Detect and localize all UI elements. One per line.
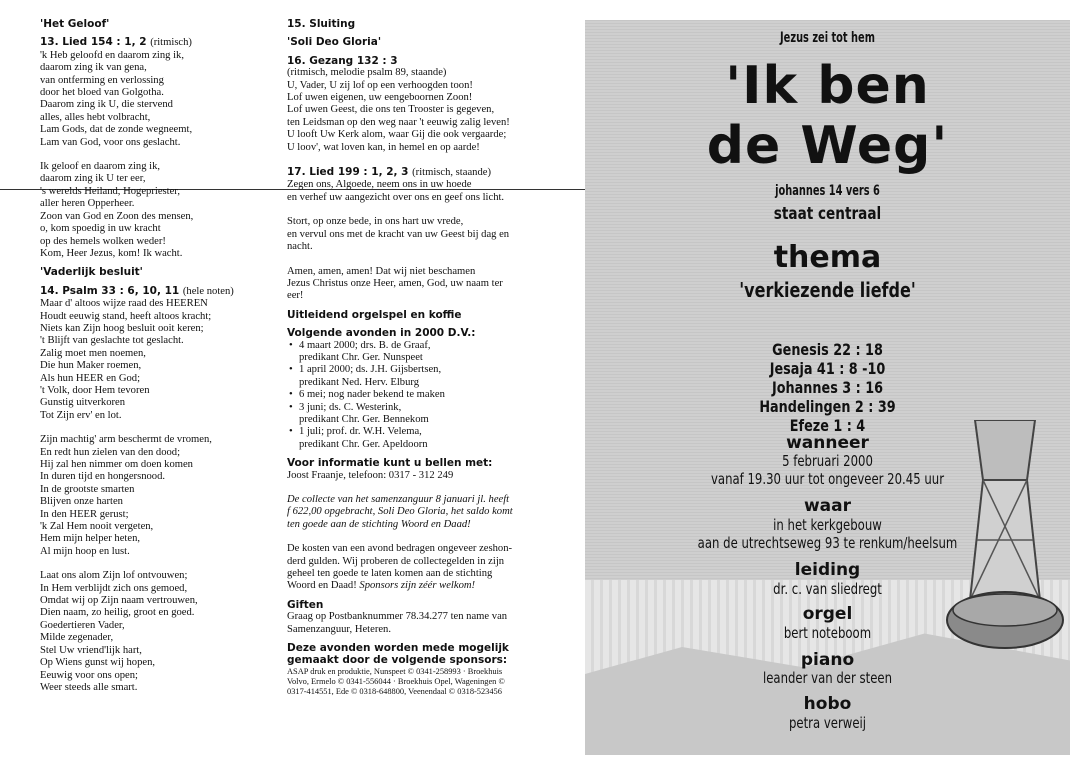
text-line: Goedertieren Vader, (40, 619, 125, 631)
text-line: Tot Zijn erv' en lot. (40, 409, 122, 421)
text-line: Lof uwen Geest, die ons ten Trooster is gegeven, (287, 104, 495, 116)
text-line: op des hemels wolken weder! (40, 235, 166, 247)
oboe-name: petra verweij (788, 714, 867, 732)
text-line: In duren tijd en hongersnood. (40, 471, 166, 483)
collecte-note (287, 494, 527, 531)
psalm33-verse1 (40, 298, 272, 422)
gifts-text (287, 611, 527, 636)
text-line: eer! (287, 290, 304, 302)
event-time: vanaf 19.30 uur tot ongeveer 20.45 uur (710, 470, 945, 488)
item-14-heading (40, 285, 272, 298)
text-line: In den HEER gerust; (40, 508, 129, 520)
text-line: Deze avonden worden mede mogelijk (287, 642, 509, 655)
item-17-title: 17. Lied 199 : 1, 2, 3 (287, 166, 409, 179)
lead-label: leiding (794, 560, 861, 580)
text-line: 't Volk, door Hem tevoren (40, 384, 150, 396)
text-line: Kom, Heer Jezus, kom! Ik wacht. (40, 247, 183, 259)
middle-column (287, 18, 527, 697)
item-17-note: (ritmisch, staande) (412, 167, 491, 179)
text-line: Ik geloof en daarom zing ik, (40, 161, 161, 173)
psalm33-verse2 (40, 434, 272, 558)
bible-text-reference: Jesaja 41 : 8 -10 (769, 359, 886, 378)
text-line: Dien naam, zo heilig, groot en goed. (40, 607, 195, 619)
text-line: nacht. (287, 241, 313, 253)
text-line: Lam van God, voor ons geslacht. (40, 136, 181, 148)
text-line: 't Blijft van geslachte tot geslacht. (40, 335, 184, 347)
evening-line: predikant Chr. Ger. Nunspeet (299, 351, 423, 363)
costs-text (287, 543, 527, 580)
title-line-2: de Weg' (706, 116, 949, 176)
text-line: Hij zal hen nimmer om doen komen (40, 459, 193, 470)
text-line: en vervul ons met de kracht van uw Geest bij dag en (287, 228, 510, 240)
item-13-heading (40, 36, 272, 49)
text-line: Niets kan Zijn hoog besluit ooit keren; (40, 322, 204, 334)
text-line: De collecte van het samenzanguur 8 januari jl. heeft (287, 494, 510, 505)
info-heading: Voor informatie kunt u bellen met: (287, 457, 493, 470)
item-16-heading: 16. Gezang 132 : 3 (287, 54, 398, 67)
cover-panel (585, 20, 1070, 755)
section-title-soli-deo-gloria: 'Soli Deo Gloria' (287, 36, 382, 49)
evening-line: predikant Ned. Herv. Elburg (299, 376, 420, 388)
info-line: Joost Fraanje, telefoon: 0317 - 312 249 (287, 469, 454, 481)
text-line: derd gulden. Wij proberen de collectegelden in zijn (287, 555, 505, 567)
evening-line: • 6 mei; nog nader bekend te maken (299, 389, 445, 401)
evening-line: • 1 juli; prof. dr. W.H. Velema, (299, 426, 422, 438)
text-line: Jezus Christus onze Heer, amen, God, uw naam ter (287, 277, 503, 289)
text-line: En redt hun zielen van den dood; (40, 446, 181, 458)
central-text: staat centraal (773, 204, 882, 224)
text-line: o, kom spoedig in uw kracht (40, 223, 161, 235)
text-line: U looft Uw Kerk alom, waar Gij die ook vergaarde; (287, 129, 507, 141)
next-evenings-list (287, 340, 527, 452)
text-line: Stel Uw vriend'lijk hart, (40, 644, 142, 656)
text-line: Zoon van God en Zoon des mensen, (40, 210, 194, 222)
text-line: ten Leidsman op den weg naar 't eeuwig zalig leven! (287, 116, 510, 128)
text-line: aller heren Opperheer. (40, 198, 135, 210)
text-line: Samenzanguur, Heteren. (287, 623, 391, 635)
evening-item (299, 364, 527, 389)
intro-text: Jezus zei tot hem (780, 30, 875, 46)
text-line: Omdat wij op Zijn naam vertrouwen, (40, 595, 198, 607)
piano-label: piano (800, 650, 855, 670)
organ-play-heading: Uitleidend orgelspel en koffie (287, 308, 462, 321)
costs-last-plain: Woord en Daad! (287, 580, 360, 592)
thema-title: 'verkiezende liefde' (739, 278, 916, 302)
text-line: Blijven onze harten (40, 496, 123, 508)
text-line: Zijn machtig' arm beschermt de vromen, (40, 434, 212, 446)
lied154-verse2 (40, 161, 272, 260)
text-line: geheel ten goede te laten komen aan de stichting (287, 568, 493, 580)
text-line: Lam Gods, dat de zonde wegneemt, (40, 124, 193, 136)
text-line: 'k Heb geloofd en daarom zing ik, (40, 49, 184, 61)
organ-name: bert noteboom (783, 624, 872, 642)
text-line: daarom zing ik U ter eer, (40, 173, 146, 185)
evening-item (299, 426, 527, 451)
text-line: Weer steeds alle smart. (40, 681, 138, 693)
evening-item (299, 340, 527, 365)
lied199-verse1 (287, 179, 527, 204)
item-13-title: 13. Lied 154 : 1, 2 (40, 36, 147, 49)
text-line: alles, alles hebt volbracht, (40, 111, 151, 123)
thema-label: thema (773, 240, 882, 275)
text-line: Al mijn hoop en lust. (40, 545, 130, 557)
evening-line: • 4 maart 2000; drs. B. de Graaf, (299, 339, 431, 351)
where-label: waar (803, 496, 852, 516)
sponsors-heading (287, 642, 527, 667)
bible-text-reference: Johannes 3 : 16 (771, 378, 884, 397)
text-line: Die hun Maker roemen, (40, 360, 142, 372)
text-line: f 622,00 opgebracht, Soli Deo Gloria, het saldo komt (287, 506, 513, 518)
text-line: Houdt eeuwig stand, heeft altoos kracht; (40, 310, 212, 322)
evening-line: predikant Chr. Ger. Bennekom (299, 413, 429, 425)
evening-item (299, 389, 527, 401)
text-line: In Hem verblijdt zich ons gemoed, (40, 582, 188, 594)
organ-label: orgel (802, 604, 853, 624)
text-line: De kosten van een avond bedragen ongeveer zeshon- (287, 543, 513, 555)
evening-line: • 1 april 2000; ds. J.H. Gijsbertsen, (299, 364, 442, 376)
text-line: Als hun HEER en God; (40, 372, 141, 384)
text-line: Laat ons alom Zijn lof ontvouwen; (40, 570, 188, 582)
item-15-heading: 15. Sluiting (287, 18, 356, 30)
bible-text-reference: Genesis 22 : 18 (772, 340, 883, 359)
gifts-heading: Giften (287, 598, 324, 611)
text-line: door het bloed van Golgotha. (40, 87, 164, 99)
costs-last-line (287, 580, 527, 592)
next-evenings-heading: Volgende avonden in 2000 D.V.: (287, 327, 476, 340)
text-line: 'k Zal Hem nooit vergeten, (40, 521, 154, 533)
text-line: Stort, op onze bede, in ons hart uw vrede, (287, 216, 464, 228)
text-line: van ontferming en verlossing (40, 74, 164, 86)
text-line: ten goede aan de stichting Woord en Daad! (287, 518, 471, 530)
piano-name: leander van der steen (762, 669, 893, 687)
title-line-1: 'Ik ben (725, 56, 930, 116)
text-line: Gunstig uitverkoren (40, 397, 126, 409)
text-line: Op Wiens gunst wij hopen, (40, 657, 156, 669)
bible-text-reference: Efeze 1 : 4 (789, 416, 866, 435)
text-line: Eeuwig voor ons open; (40, 669, 138, 681)
text-line: 's werelds Heiland, Hogepriester, (40, 185, 181, 197)
lead-name: dr. c. van sliedregt (773, 580, 882, 598)
lied154-verse1 (40, 50, 272, 149)
text-line: ASAP druk en produktie, Nunspeet © 0341-258993 · Broekhuis (287, 666, 503, 676)
section-title-het-geloof: 'Het Geloof' (40, 18, 110, 30)
lied199-verse3 (287, 266, 527, 303)
text-line: en verhef uw aangezicht over ons en geef ons licht. (287, 191, 505, 203)
left-column (40, 18, 272, 694)
venue-address: aan de utrechtseweg 93 te renkum/heelsum (697, 534, 958, 552)
text-line: Daarom zing ik U, die stervend (40, 99, 173, 111)
text-line: Zalig moet men noemen, (40, 347, 146, 359)
text-line: Lof uwen eigenen, uw eengeboornen Zoon! (287, 92, 473, 104)
sponsors-welcome: Sponsors zijn zéér welkom! (359, 580, 476, 592)
psalm33-verse3 (40, 570, 272, 694)
evening-item (299, 402, 527, 427)
text-line: Volvo, Ermelo © 0341-556044 · Broekhuis Opel, Wageningen © (287, 676, 505, 686)
text-line: Maar d' altoos wijze raad des HEEREN (40, 298, 208, 310)
text-line: 0317-414551, Ede © 0318-648800, Veenendaal © 0318-523456 (287, 686, 502, 696)
section-title-vaderlijk-besluit: 'Vaderlijk besluit' (40, 266, 143, 279)
event-date: 5 februari 2000 (782, 452, 873, 470)
text-line: (ritmisch, melodie psalm 89, staande) (287, 67, 447, 79)
text-line: daarom zing ik van gena, (40, 62, 147, 74)
text-line: In de grootste smarten (40, 483, 135, 495)
when-label: wanneer (786, 433, 869, 453)
item-17-heading (287, 166, 527, 179)
text-line: gemaakt door de volgende sponsors: (287, 654, 508, 667)
oboe-label: hobo (803, 694, 852, 714)
evening-line: predikant Chr. Ger. Apeldoorn (299, 438, 428, 450)
scripture-reference: johannes 14 vers 6 (775, 183, 880, 199)
item-13-note: (ritmisch) (150, 37, 192, 49)
text-line: Zegen ons, Algoede, neem ons in uw hoede (287, 179, 472, 191)
text-line: U, Vader, U zij lof op een verhoogden toon! (287, 79, 473, 91)
text-line: Amen, amen, amen! Dat wij niet beschamen (287, 265, 476, 277)
lied199-verse2 (287, 216, 527, 253)
evening-line: • 3 juni; ds. C. Westerink, (299, 401, 402, 413)
text-line: Graag op Postbanknummer 78.34.277 ten name van (287, 611, 508, 623)
text-line: U loov', wat loven kan, in hemel en op aarde! (287, 141, 480, 153)
text-line: Hem mijn helper heten, (40, 533, 141, 545)
sponsors-list (287, 667, 527, 697)
item-14-title: 14. Psalm 33 : 6, 10, 11 (40, 284, 180, 297)
gezang132-text (287, 67, 527, 154)
item-14-note: (hele noten) (182, 285, 234, 297)
venue: in het kerkgebouw (773, 516, 882, 534)
text-line: Milde zegenader, (40, 632, 114, 644)
bible-text-reference: Handelingen 2 : 39 (759, 397, 896, 416)
